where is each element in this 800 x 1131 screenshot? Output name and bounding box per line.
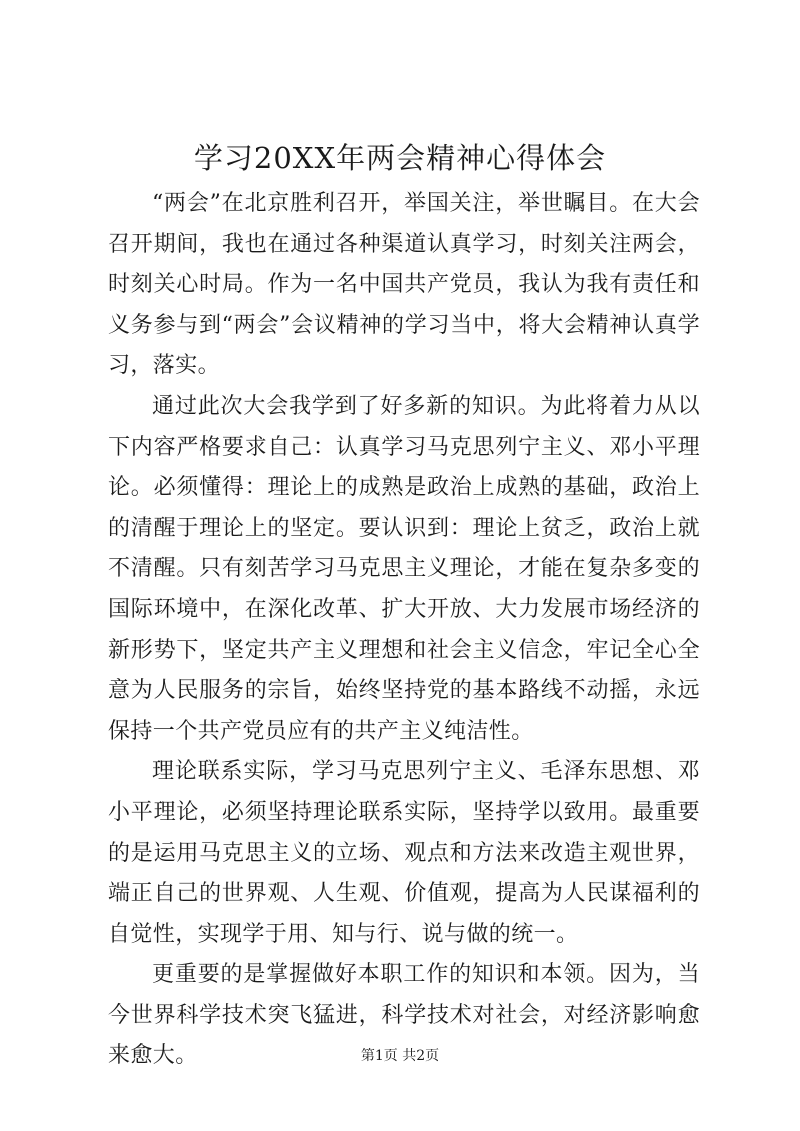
document-body	[108, 184, 700, 1077]
paragraph-4: 更重要的是掌握做好本职工作的知识和本领。因为，当今世界科学技术突飞猛进，科学技术对社会，对经济影响愈来愈大。	[108, 962, 700, 1069]
paragraph-3: 理论联系实际，学习马克思列宁主义、毛泽东思想、邓小平理论，必须坚持理论联系实际，坚持学以致用。最重要的是运用马克思主义的立场、观点和方法来改造主观世界，端正自己的世界观、人生观、价值观，提高为人民谋福利的自觉性，实现学于用、知与行、说与做的统一。	[108, 759, 700, 947]
paragraph-1: “两会”在北京胜利召开，举国关注，举世瞩目。在大会召开期间，我也在通过各种渠道认真学习，时刻关注两会，时刻关心时局。作为一名中国共产党员，我认为我有责任和义务参与到“两会”会议精神的学习当中，将大会精神认真学习，落实。	[108, 191, 700, 379]
document-title: 学习20XX年两会精神心得体会	[193, 141, 607, 175]
paragraph-2: 通过此次大会我学到了好多新的知识。为此将着力从以下内容严格要求自己：认真学习马克思列宁主义、邓小平理论。必须懂得：理论上的成熟是政治上成熟的基础，政治上的清醒于理论上的坚定。要认识到：理论上贫乏，政治上就不清醒。只有刻苦学习马克思主义理论，才能在复杂多变的国际环境中，在深化改革、扩大开放、大力发展市场经济的新形势下，坚定共产主义理想和社会主义信念，牢记全心全意为人民服务的宗旨，始终坚持党的基本路线不动摇，永远保持一个共产党员应有的共产主义纯洁性。	[108, 393, 700, 744]
page-number-footer: 第1页 共2页	[360, 1048, 440, 1064]
